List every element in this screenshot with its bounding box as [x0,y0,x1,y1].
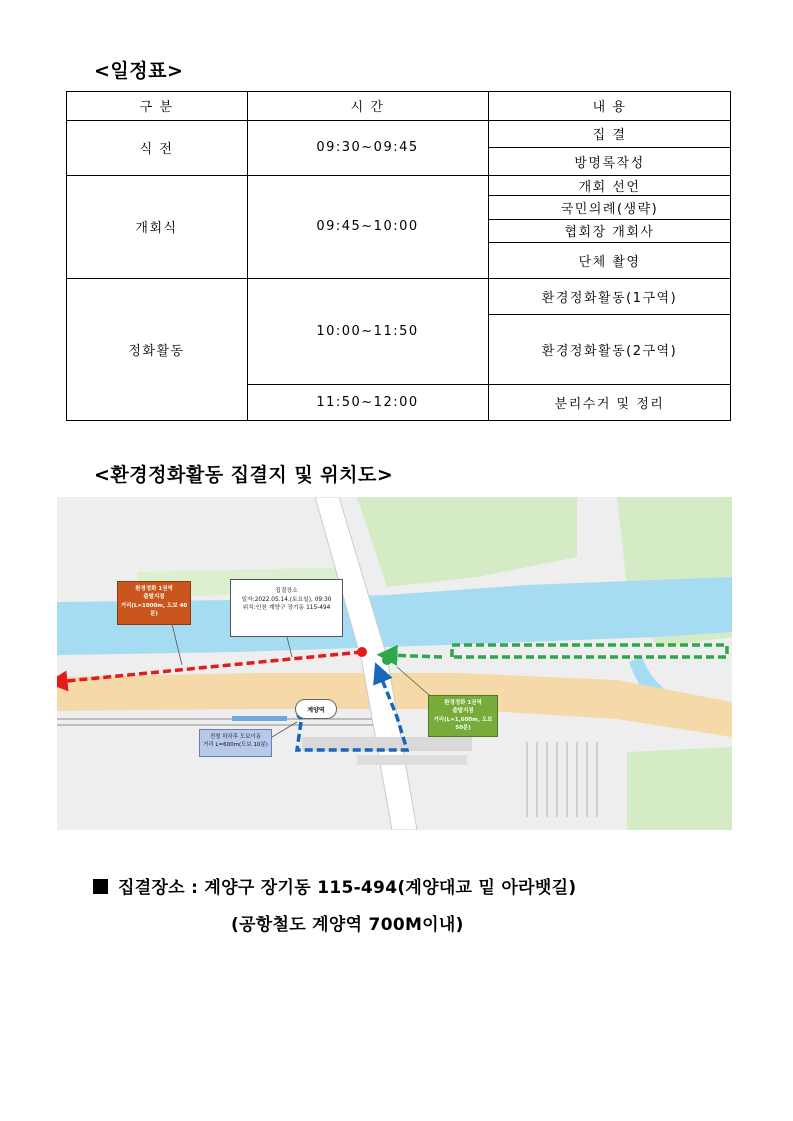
bullet-square-icon [93,879,108,894]
row-pre-item: 방명록작성 [574,155,645,171]
row-opening-item: 단체 촬영 [578,254,641,270]
location-map [57,497,732,830]
zone1-distance: 거리(L=1000m, 도보 40분) [120,602,188,617]
row-opening-item: 개회 선언 [578,179,641,195]
zone2-label [428,695,498,737]
row-pre-category: 식 전 [139,142,174,157]
row-cleanup-time: 11:50~12:00 [316,394,419,410]
row-opening-category: 개회식 [135,221,178,236]
map-graphic [57,497,732,830]
station-walk-distance: 거리 L=600m(도보 10분) [203,742,268,749]
zone1-sub: 출발지점 [143,594,165,601]
station-platform [232,716,287,721]
station-walk-label [199,729,272,757]
zone1-title: 환경정화 1권역 [135,586,173,592]
header-time: 시 간 [350,100,385,115]
row-cleanup-item: 분리수거 및 정리 [554,396,665,412]
schedule-title: <일정표> [94,60,184,82]
meeting-place-text: 집결장소 : 계양구 장기동 115-494(계양대교 밑 아라뱃길) [118,878,577,898]
row-cleanup-time: 10:00~11:50 [316,323,419,339]
station-name-badge: 계양역 [295,699,337,719]
header-content: 내 용 [592,100,627,115]
meeting-label [230,579,343,637]
row-cleanup-category: 정화활동 [128,343,185,359]
zone2-distance: 거리(L=1,600m, 도보 50분) [433,716,493,731]
station-walk-title: 전철 하차후 도보이동 [209,734,262,740]
row-opening-item: 국민의례(생략) [560,201,659,217]
row-cleanup-item: 환경정화활동(1구역) [541,290,678,306]
zone2-title: 환경정화 1권역 [444,700,482,706]
header-category: 구 분 [139,100,174,115]
park-area [627,747,732,830]
zone2-sub: 출발지점 [452,708,474,715]
zone1-start-marker [357,647,367,657]
zone1-label [117,581,191,625]
row-pre-time: 09:30~09:45 [316,140,419,155]
schedule-table [66,91,731,421]
meeting-place-line2: (공항철도 계양역 700M이내) [231,915,464,935]
meeting-date: 일자:2022.05.14.(토요일), 09:30 [241,596,332,603]
row-pre-item: 집 결 [592,128,627,143]
row-cleanup-item: 환경정화활동(2구역) [541,343,678,359]
row-opening-time: 09:45~10:00 [316,219,419,234]
meeting-location: 위치:인천 계양구 장기동 115-494 [242,605,331,612]
meeting-place-line1 [93,873,576,898]
zone2-start-marker [382,655,392,665]
row-opening-item: 협회장 개회사 [564,225,655,240]
meeting-title: 집결장소 [275,588,298,594]
map-title: <환경정화활동 집결지 및 위치도> [94,464,394,486]
